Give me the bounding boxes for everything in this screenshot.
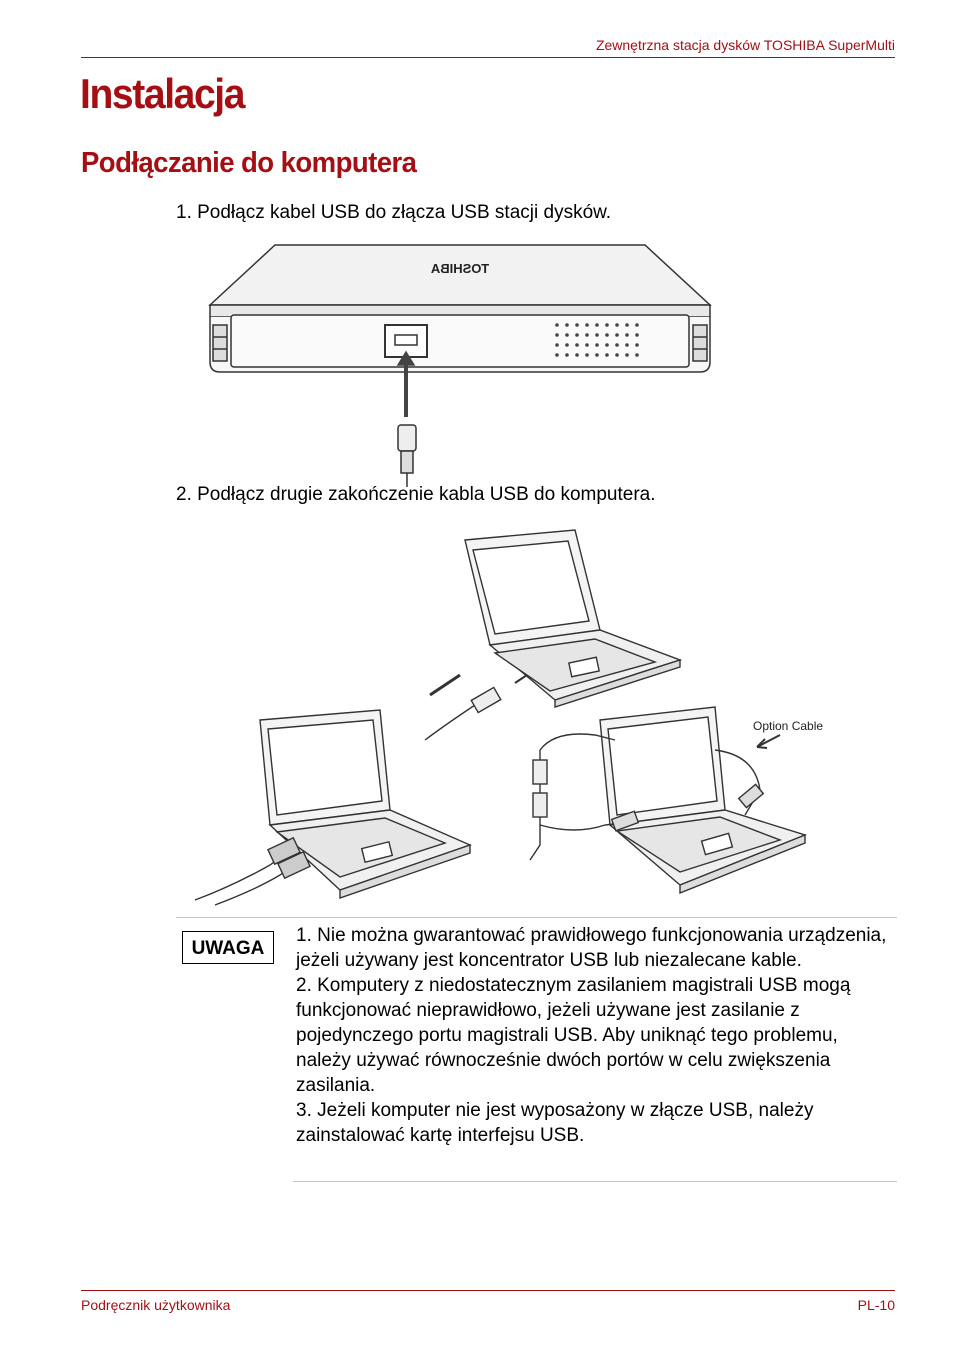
- section-title: Podłączanie do komputera: [81, 147, 417, 179]
- note-paragraph-2: 2. Komputery z niedostatecznym zasilaniem magistrali USB mogą funkcjonować nieprawidłowo, jeżeli używane jest zasilanie z pojedynczego portu magistrali USB. Aby uniknąć tego problemu, należy używać równocześnie dwóch portów w celu zwiększenia zasilania.: [296, 975, 851, 1096]
- note-label: UWAGA: [182, 931, 274, 964]
- step-1: 1. Podłącz kabel USB do złącza USB stacji dysków.: [176, 202, 612, 223]
- note-bottom-rule: [293, 1181, 897, 1182]
- laptop-connection-figure: [175, 525, 835, 910]
- running-header: Zewnętrzna stacja dysków TOSHIBA SuperMulti: [595, 37, 895, 53]
- note-paragraph-1: 1. Nie można gwarantować prawidłowego funkcjonowania urządzenia, jeżeli używany jest koncentrator USB lub niezalecane kable.: [296, 925, 887, 971]
- drive-logo: TOSHIBA: [430, 261, 490, 276]
- option-cable-label: Option Cable: [753, 719, 824, 733]
- page-number: PL-10: [857, 1297, 895, 1313]
- note-top-rule: [176, 917, 897, 918]
- footer-rule: [81, 1290, 895, 1291]
- step-2: 2. Podłącz drugie zakończenie kabla USB do komputera.: [176, 484, 656, 505]
- footer-title: Podręcznik użytkownika: [81, 1297, 231, 1313]
- note-paragraph-3: 3. Jeżeli komputer nie jest wyposażony w złącze USB, należy zainstalować kartę interfejsu USB.: [296, 1100, 814, 1146]
- drive-usb-figure: [205, 237, 715, 487]
- note-body: [296, 923, 896, 1148]
- page-title: Instalacja: [80, 70, 245, 117]
- header-rule: [81, 57, 895, 58]
